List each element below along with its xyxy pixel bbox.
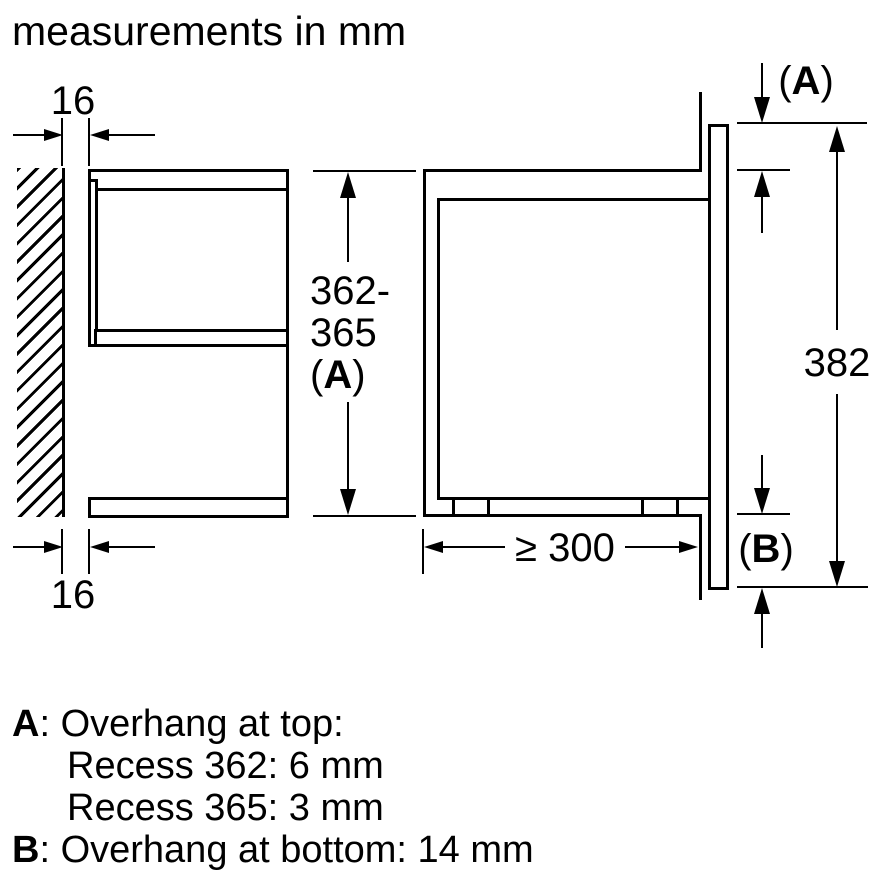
left-cabinet-back-rail (88, 179, 98, 347)
gap-top-value: 16 (50, 79, 96, 123)
depth-dim-line-left (443, 546, 505, 548)
overhang-bottom-arrow-up-icon (754, 588, 770, 614)
niche-ceiling-line (437, 198, 708, 201)
gap-top-dim-line-right (109, 134, 155, 136)
niche-height-line2: 365 (310, 311, 377, 355)
legend-item-a-sub2: Recess 365: 3 mm (67, 787, 384, 829)
overhang-top-arrow-up-icon (754, 171, 770, 197)
gap-top-dim-line-left (13, 134, 44, 136)
niche-height-stem-lower (347, 402, 349, 490)
front-height-value: 382 (803, 341, 871, 385)
gap-bottom-arrow-left-icon (90, 541, 109, 553)
depth-arrow-left-icon (424, 541, 443, 553)
paren-close: ) (780, 527, 794, 571)
niche-height-stem-upper (347, 196, 349, 262)
niche-height-arrow-down-icon (340, 489, 356, 515)
niche-height-extension-bottom (313, 515, 416, 517)
depth-arrow-right-icon (679, 541, 698, 553)
gap-bottom-dim-line-left (13, 546, 44, 548)
niche-inner-left-line (437, 198, 440, 500)
shelf-extension-line (737, 513, 790, 515)
paren-close: ) (352, 353, 366, 397)
niche-height-line1: 362- (310, 269, 391, 313)
overhang-top-arrow-down-icon (754, 97, 770, 123)
niche-height-arrow-up-icon (340, 172, 356, 198)
overhang-bottom-stem-upper (761, 455, 763, 491)
niche-height-value (310, 270, 390, 396)
niche-top-line (423, 169, 702, 172)
paren-open: ( (310, 353, 324, 397)
appliance-foot-right (641, 497, 679, 517)
overhang-bottom-label (731, 528, 801, 570)
ref-letter-a: A (791, 59, 821, 103)
gap-bottom-dim-line-right (109, 546, 155, 548)
wall-hatching (17, 168, 63, 517)
niche-height-ref (310, 354, 390, 396)
overhang-top-stem-lower (761, 195, 763, 233)
legend-text-b: : Overhang at bottom: 14 mm (39, 829, 534, 871)
gap-bottom-arrow-right-icon (44, 541, 63, 553)
front-height-arrow-down-icon (829, 561, 845, 587)
ref-letter-b: B (751, 527, 781, 571)
depth-value: ≥ 300 (515, 526, 615, 570)
legend-text-a: : Overhang at top: (39, 703, 344, 745)
gap-top-arrow-left-icon (90, 129, 109, 141)
niche-height-extension-top (313, 170, 416, 172)
legend (12, 703, 534, 871)
niche-outer-left-line (423, 169, 426, 517)
cabinet-front-line-lower (699, 514, 702, 600)
wall-surface-line (62, 168, 65, 517)
front-height-arrow-up-icon (829, 126, 845, 152)
front-height-stem-lower (836, 394, 838, 564)
cabinet-front-line-upper (699, 92, 702, 172)
diagram-title: measurements in mm (12, 8, 407, 54)
gap-top-extension-line-right (88, 118, 90, 166)
overhang-bottom-arrow-down-icon (754, 488, 770, 514)
left-cabinet-front-edge (286, 169, 289, 518)
paren-close: ) (820, 59, 834, 103)
legend-key-b: B (12, 829, 40, 871)
legend-item-b (12, 829, 534, 871)
gap-top-extension-line-left (61, 118, 63, 166)
gap-top-arrow-right-icon (44, 129, 63, 141)
appliance-front-panel (708, 124, 729, 590)
gap-bottom-value: 16 (50, 573, 96, 617)
legend-item-a-sub1: Recess 362: 6 mm (67, 745, 384, 787)
depth-dim-line-right (625, 546, 680, 548)
overhang-top-stem-upper (761, 63, 763, 101)
paren-open: ( (778, 59, 792, 103)
legend-item-a (12, 703, 534, 745)
left-cabinet-top-board (88, 169, 289, 191)
left-cabinet-middle-board (94, 329, 289, 347)
legend-key-a: A (12, 703, 40, 745)
front-height-stem-upper (836, 150, 838, 330)
overhang-bottom-stem-lower (761, 612, 763, 648)
overhang-top-label (770, 60, 842, 102)
paren-open: ( (738, 527, 752, 571)
appliance-foot-left (452, 497, 490, 517)
panel-top-extension-line (737, 122, 867, 124)
ref-letter-a: A (323, 353, 353, 397)
left-cabinet-bottom-board (88, 497, 289, 518)
